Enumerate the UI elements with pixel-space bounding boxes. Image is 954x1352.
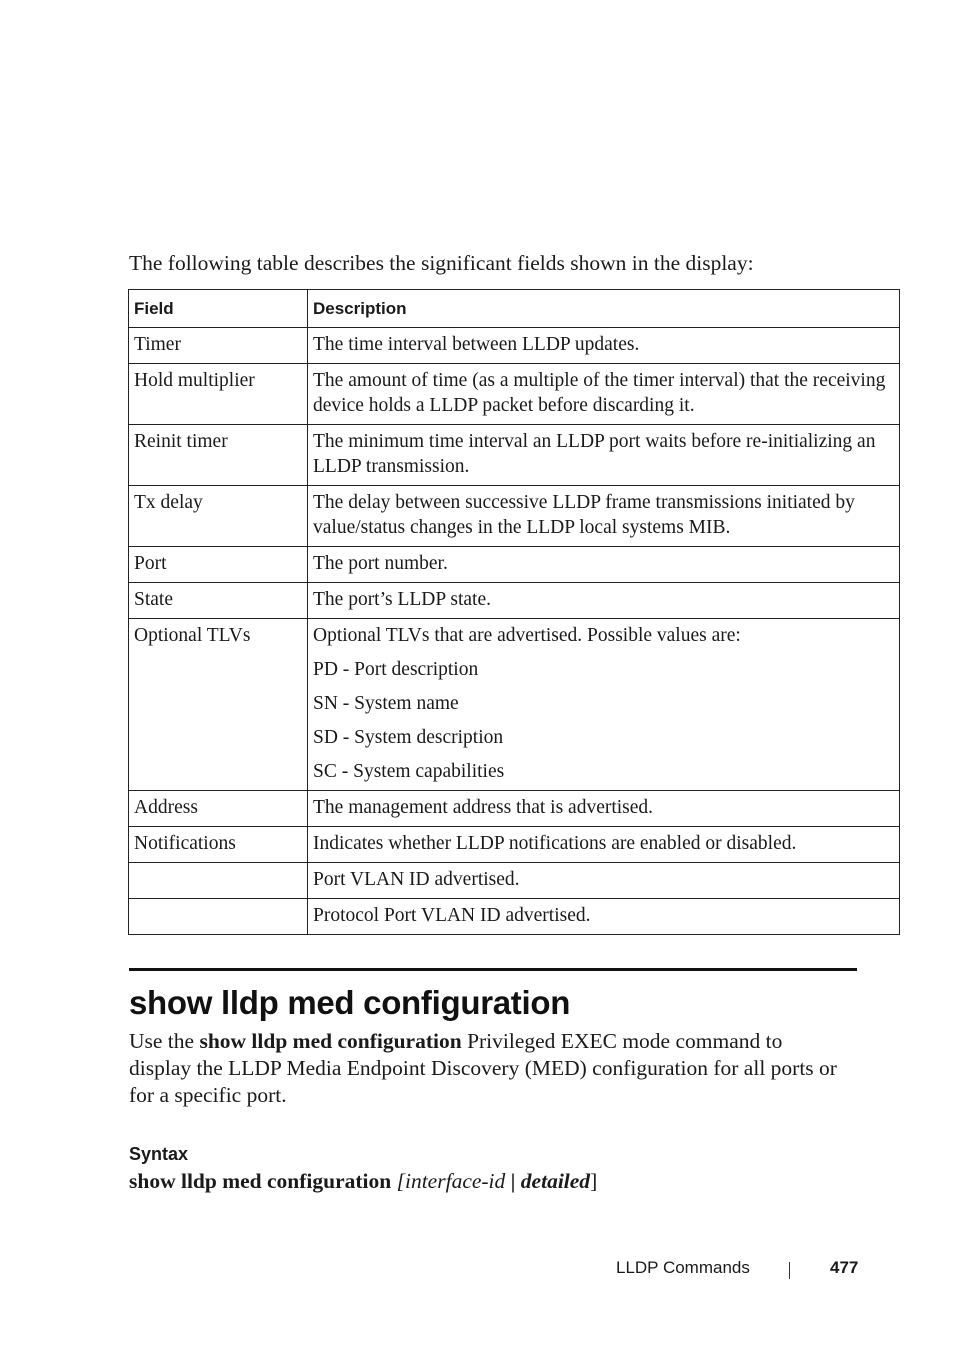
section-description [129,1028,849,1109]
syntax-command: show lldp med configuration [129,1169,392,1193]
description-line: The time interval between LLDP updates. [313,334,640,355]
footer-page-number: 477 [830,1258,859,1277]
description-line: The minimum time interval an LLDP port waits before re-initializing an LLDP transmission. [313,431,876,477]
field-name-cell: Tx delay [129,486,308,547]
intro-text: The following table describes the significant fields shown in the display: [129,251,754,275]
field-name-cell: Timer [129,328,308,364]
description-line: PD - Port description [313,659,479,680]
description-line: SC - System capabilities [313,761,505,782]
field-description-cell [308,619,900,791]
field-name-cell [129,863,308,899]
para-command: show lldp med configuration [199,1029,462,1053]
description-line: Port VLAN ID advertised. [313,869,520,890]
syntax-interface-arg: interface-id [404,1169,506,1193]
table-row [129,899,900,935]
syntax-line [129,1167,597,1195]
footer-separator [789,1262,790,1279]
field-description-cell [308,583,900,619]
field-description-cell [308,425,900,486]
field-name-cell: Reinit timer [129,425,308,486]
table-header-row [129,290,900,328]
header-description: Description [308,290,900,328]
field-description-cell [308,364,900,425]
field-description-cell [308,827,900,863]
syntax-close-bracket: ] [590,1169,598,1193]
table-row [129,791,900,827]
field-name-cell: Address [129,791,308,827]
para-prefix: Use the [129,1029,200,1053]
table-row [129,328,900,364]
syntax-detailed-option: detailed [520,1169,591,1193]
table-row [129,364,900,425]
description-line: The port number. [313,553,448,574]
para-suffix: Privileged EXEC mode command to display the LLDP Media Endpoint Discovery (MED) configuration for all ports or for a specific port. [129,1029,837,1107]
field-name-cell [129,899,308,935]
description-line: Indicates whether LLDP notifications are enabled or disabled. [313,833,797,854]
section-title: show lldp med configuration [129,984,571,1021]
description-line: The management address that is advertised. [313,797,654,818]
field-name-cell: Port [129,547,308,583]
syntax-pipe: | [505,1169,521,1193]
field-name-cell: Notifications [129,827,308,863]
table-row [129,583,900,619]
field-description-cell [308,863,900,899]
section-rule [129,968,857,971]
field-description-cell [308,899,900,935]
fields-table [128,289,900,935]
table-body [129,328,900,935]
description-line: The delay between successive LLDP frame transmissions initiated by value/status changes in the LLDP local systems MIB. [313,492,855,538]
description-line: SD - System description [313,727,504,748]
table-row [129,547,900,583]
description-line: Protocol Port VLAN ID advertised. [313,905,591,926]
table-row [129,827,900,863]
field-description-cell [308,547,900,583]
description-line: The port’s LLDP state. [313,589,491,610]
table-row [129,486,900,547]
table-row [129,619,900,791]
field-name-cell: State [129,583,308,619]
field-description-cell [308,486,900,547]
field-description-cell [308,791,900,827]
footer-section-name: LLDP Commands [616,1258,750,1277]
field-description-cell [308,328,900,364]
table-row [129,863,900,899]
table-row [129,425,900,486]
description-line: Optional TLVs that are advertised. Possible values are: [313,625,741,646]
syntax-label: Syntax [129,1144,189,1164]
description-line: The amount of time (as a multiple of the timer interval) that the receiving device holds a LLDP packet before discarding it. [313,370,886,416]
field-name-cell: Optional TLVs [129,619,308,791]
syntax-open-bracket: [ [396,1169,405,1193]
description-line: SN - System name [313,693,459,714]
header-field: Field [129,290,308,328]
field-name-cell: Hold multiplier [129,364,308,425]
